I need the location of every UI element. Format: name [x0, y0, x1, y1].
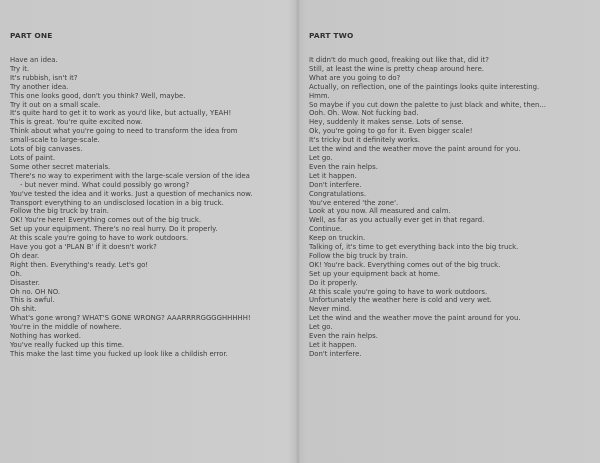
text-line: Try another idea. [10, 82, 69, 91]
text-line: Have an idea. [10, 56, 58, 64]
text-line: Set up your equipment. There's no real hurry. Do it properly. [10, 225, 218, 234]
part-two-column [309, 31, 594, 359]
text-line: It's quite hard to get it to work as you'd like, but actually, YEAH! [10, 109, 232, 118]
text-line: Keep on truckin. [309, 234, 366, 243]
text-line: small-scale to large-scale. [10, 136, 100, 145]
text-line: Oh. [10, 269, 22, 278]
text-line: Right then. Everything's ready. Let's go! [10, 260, 149, 269]
text-line: Hey, suddenly it makes sense. Lots of sense. [309, 118, 464, 127]
text-line: This is awful. [10, 296, 55, 305]
text-line: Lots of paint. [10, 153, 56, 162]
part-two-heading: PART TWO [309, 31, 354, 40]
text-line: Let the wind and the weather move the paint around for you. [309, 314, 521, 323]
text-line: It didn't do much good, freaking out like that, did it? [309, 56, 489, 64]
text-line: Oh no. OH NO. [10, 287, 61, 296]
text-line: Actually, on reflection, one of the paintings looks quite interesting. [309, 82, 540, 91]
text-line: Don't interfere. [309, 180, 362, 189]
text-line: Do it properly. [309, 278, 358, 287]
text-line: Don't interfere. [309, 349, 362, 358]
text-line: Let it happen. [309, 341, 357, 349]
text-line: Continue. [309, 225, 343, 234]
text-line: Think about what you're going to need to transform the idea from [10, 127, 238, 136]
text-line: Talking of, it's time to get everything back into the big truck. [309, 243, 519, 252]
text-line: Congratulations. [309, 189, 367, 198]
text-line: Some other secret materials. [10, 162, 111, 171]
text-line: Oh dear. [10, 251, 40, 260]
text-line: You've tested the idea and it works. Just a question of mechanics now. [10, 189, 253, 198]
text-line: This one looks good, don't you think? Well, maybe. [10, 91, 186, 100]
text-line: Follow the big truck by train. [309, 251, 408, 260]
text-line: Nothing has worked. [10, 332, 81, 341]
text-line: Ooh. Oh. Wow. Not fucking bad. [309, 109, 419, 118]
text-line: Set up your equipment back at home. [309, 269, 441, 278]
text-line: Transport everything to an undisclosed location in a big truck. [10, 198, 224, 207]
text-line: You're in the middle of nowhere. [10, 323, 122, 332]
text-line: Even the rain helps. [309, 332, 378, 341]
text-line: At this scale you're going to have to work outdoors. [309, 287, 488, 296]
text-line: What are you going to do? [309, 73, 401, 82]
text-line: Unfortunately the weather here is cold and very wet. [309, 296, 492, 305]
text-line: This is great. You're quite excited now. [10, 118, 143, 127]
part-two-text [309, 56, 594, 359]
text-line: Never mind. [309, 305, 352, 314]
text-line: Let go. [309, 323, 333, 332]
text-line: Look at you now. All measured and calm. [309, 207, 451, 216]
text-line: Let it happen. [309, 171, 357, 180]
text-line: Still, at least the wine is pretty cheap around here. [309, 64, 484, 73]
text-line: You've entered 'the zone'. [309, 198, 399, 207]
text-line: OK! You're here! Everything comes out of the big truck. [10, 216, 202, 225]
text-line: So maybe if you cut down the palette to just black and white, then... [309, 100, 546, 109]
text-line: OK! You're back. Everything comes out of the big truck. [309, 260, 501, 269]
page-fold [296, 0, 300, 463]
text-line: Follow the big truck by train. [10, 207, 109, 216]
text-line: Well, as far as you actually ever get in that regard. [309, 216, 485, 225]
part-one-heading: PART ONE [10, 31, 53, 40]
text-line: - but never mind. What could possibly go wrong? [20, 180, 190, 189]
text-line: Lots of big canvases. [10, 145, 83, 154]
text-line: Let go. [309, 153, 333, 162]
text-line: It's rubbish, isn't it? [10, 73, 78, 82]
text-line: Hmm. [309, 91, 330, 100]
text-line: You've really fucked up this time. [10, 341, 125, 349]
text-line: Even the rain helps. [309, 162, 378, 171]
text-line: Have you got a 'PLAN B' if it doesn't work? [10, 243, 157, 252]
text-line: Let the wind and the weather move the paint around for you. [309, 145, 521, 154]
text-line: At this scale you're going to have to work outdoors. [10, 234, 189, 243]
text-line: Try it out on a small scale. [10, 100, 101, 109]
text-line: This make the last time you fucked up look like a childish error. [10, 349, 228, 358]
text-line: Ok, you're going to go for it. Even bigger scale! [309, 127, 473, 136]
text-line: Oh shit. [10, 305, 37, 314]
text-line: What's gone wrong? WHAT'S GONE WRONG? AAARRRRGGGGHHHHH! [10, 314, 251, 323]
text-line: There's no way to experiment with the large-scale version of the idea [10, 171, 250, 180]
text-line: Disaster. [10, 278, 40, 287]
text-line: It's tricky but it definitely works. [309, 136, 420, 145]
part-one-column [10, 31, 295, 359]
part-one-text [10, 56, 295, 359]
text-line: Try it. [10, 64, 30, 73]
